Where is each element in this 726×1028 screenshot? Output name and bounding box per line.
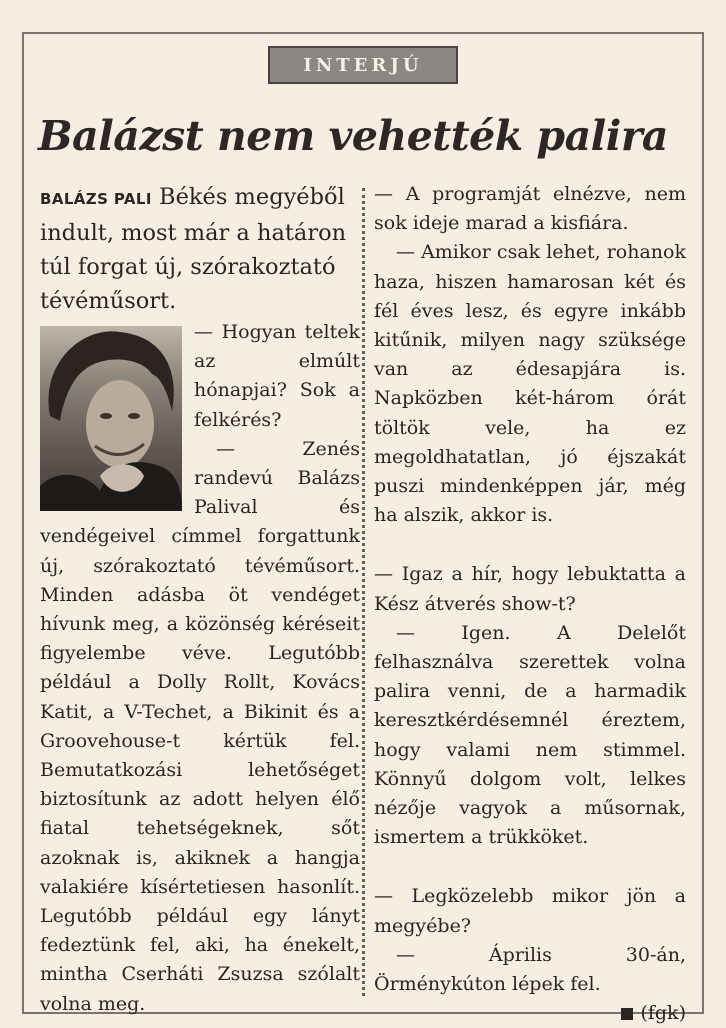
portrait-photo [40, 326, 182, 511]
column-divider [362, 188, 365, 996]
question-2: — A programját elnézve, nem sok ideje marad a kisfiára. [374, 183, 686, 235]
spacer [374, 852, 686, 882]
headline: Balázst nem vehették palira [38, 112, 668, 160]
answer-2: — Amikor csak lehet, rohanok haza, hiszen hamarosan két és fél éves lesz, és egyre inkább kitűnik, milyen nagy szüksége van az édesapjára is. Napközben két-három órát töltök vele, ha ez megoldhatatlan, jó éjszakát puszi mindenképpen jár, még ha alszik, akkor is. [374, 241, 686, 527]
right-column [374, 180, 686, 1028]
question-1: — Hogyan teltek az elmúlt hónapjai? Sok a felkérés? [194, 321, 360, 431]
lead-paragraph [40, 180, 360, 318]
byline: BALÁZS PALI [40, 190, 152, 208]
answer-4: — Április 30-án, Örménykúton lépek fel. [374, 943, 686, 996]
answer-3: — Igen. A Delelőt felhasználva szerettek volna palira venni, de a harmadik keresztkérdésemnél éreztem, hogy valami nem stimmel. Könnyű dolgom volt, lelkes nézője vagyok a műsornak, ismertem a trükköket. [374, 621, 686, 849]
spacer [374, 530, 686, 560]
end-mark-icon [621, 1008, 633, 1020]
answer-1: — Zenés randevú Balázs Palival és vendégeivel címmel forgattunk új, szórakoztató tévéműsort. Minden adásba öt vendéget hívunk meg, a közönség kéréseit figyelembe véve. Legutóbb például a Dolly Rollt, Kovács Katit, a V-Techet, a Bikinit és a Groovehouse-t kértük fel. Bemutatkozási lehetőséget biztosítunk az adott helyen élő fiatal tehetségeknek, sőt azoknak is, akiknek a hangja valakiére kísértetiesen hasonlít. Legutóbb például egy lányt fedeztünk fel, aki, ha énekelt, mintha Cserháti Zsuzsa szólalt volna meg. [40, 437, 360, 1015]
kicker-label: INTERJÚ [303, 54, 423, 76]
signature: (fgk) [640, 1002, 686, 1025]
lead-text: Békés megyéből indult, most már a határon túl forgat új, szórakoztató tévéműsort. [40, 184, 347, 314]
question-3: — Igaz a hír, hogy lebuktatta a Kész átverés show-t? [374, 563, 686, 615]
section-kicker [268, 46, 458, 84]
question-4: — Legközelebb mikor jön a megyébe? [374, 885, 686, 937]
left-column [40, 180, 360, 1019]
